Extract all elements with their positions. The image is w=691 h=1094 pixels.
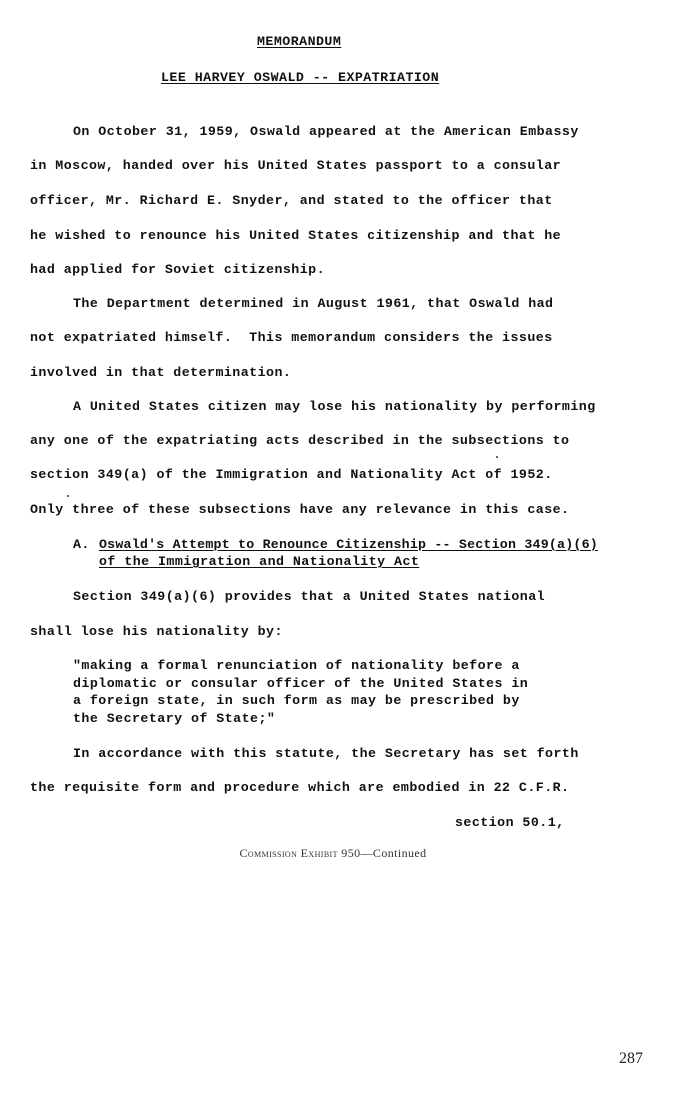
exhibit-name: Commission Exhibit 950 (239, 846, 361, 860)
exhibit-continued: —Continued (360, 846, 427, 860)
body-line: the requisite form and procedure which are embodied in 22 C.F.R. (30, 780, 570, 795)
body-line: section 349(a) of the Immigration and Nationality Act of 1952. (30, 467, 553, 482)
body-line: Only three of these subsections have any relevance in this case. (30, 502, 570, 517)
body-line: A United States citizen may lose his nationality by performing (73, 399, 596, 414)
body-line: any one of the expatriating acts described in the subsections to (30, 433, 570, 448)
body-line: he wished to renounce his United States citizenship and that he (30, 228, 562, 243)
section-a-heading-cont: of the Immigration and Nationality Act (99, 554, 420, 569)
stray-mark (496, 456, 498, 458)
body-line: in Moscow, handed over his United States passport to a consular (30, 158, 562, 173)
quote-line: a foreign state, in such form as may be prescribed by (73, 693, 520, 708)
section-a-label: A. (73, 537, 90, 552)
body-line: In accordance with this statute, the Secretary has set forth (73, 746, 579, 761)
section-a-heading: Oswald's Attempt to Renounce Citizenship -- Section 349(a)(6) (99, 537, 598, 552)
body-line: The Department determined in August 1961, that Oswald had (73, 296, 554, 311)
body-line: section 50.1, (455, 815, 565, 830)
memo-title: MEMORANDUM (257, 34, 342, 49)
quote-line: the Secretary of State;" (73, 711, 276, 726)
memo-subtitle: LEE HARVEY OSWALD -- EXPATRIATION (161, 70, 440, 85)
body-line: shall lose his nationality by: (30, 624, 283, 639)
body-line: Section 349(a)(6) provides that a United States national (73, 589, 546, 604)
body-line: not expatriated himself. This memorandum considers the issues (30, 330, 553, 345)
quote-line: "making a formal renunciation of nationality before a (73, 658, 520, 673)
page-number: 287 (619, 1050, 643, 1067)
stray-mark (67, 495, 69, 497)
body-line: On October 31, 1959, Oswald appeared at the American Embassy (73, 124, 579, 139)
body-line: had applied for Soviet citizenship. (30, 262, 326, 277)
quote-line: diplomatic or consular officer of the United States in (73, 676, 529, 691)
body-line: officer, Mr. Richard E. Snyder, and stated to the officer that (30, 193, 553, 208)
body-line: involved in that determination. (30, 365, 292, 380)
exhibit-caption (0, 846, 666, 861)
